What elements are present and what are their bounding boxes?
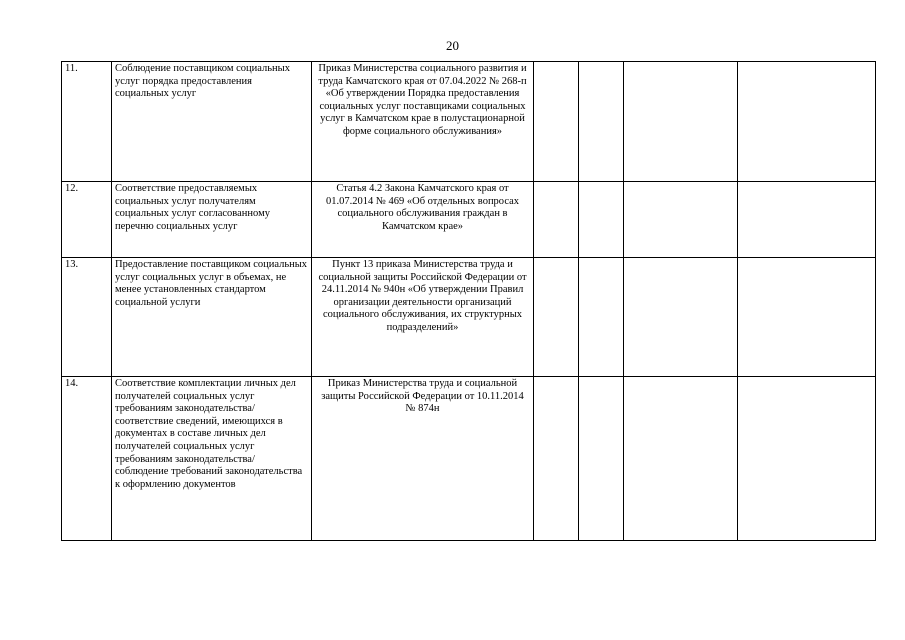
table-row (62, 62, 876, 182)
empty-cell (624, 62, 738, 182)
row-number: 12. (62, 182, 112, 258)
table-row (62, 258, 876, 377)
checklist-table (61, 61, 876, 541)
empty-cell (534, 377, 579, 541)
empty-cell (534, 62, 579, 182)
empty-cell (738, 62, 876, 182)
empty-cell (624, 258, 738, 377)
row-number: 14. (62, 377, 112, 541)
empty-cell (738, 377, 876, 541)
empty-cell (579, 182, 624, 258)
document-cell: Приказ Министерства социального развития и труда Камчатского края от 07.04.2022 № 268-п «Об утверждении Порядка предоставления социальных услуг поставщиками социальных услуг в Камчатском крае в полустационарной форме социального обслуживания» (312, 62, 534, 182)
table-row (62, 182, 876, 258)
page-number: 20 (446, 38, 459, 53)
empty-cell (579, 62, 624, 182)
requirement-cell: Соблюдение поставщиком социальных услуг порядка предоставления социальных услуг (112, 62, 312, 182)
row-number: 11. (62, 62, 112, 182)
requirement-cell: Соответствие комплектации личных дел получателей социальных услуг требованиям законодательства/соответствие сведений, имеющихся в документах в составе личных дел получателей социальных услуг требованиям законодательства/ соблюдение требований законодательства к оформлению документов (112, 377, 312, 541)
table-row (62, 377, 876, 541)
document-cell: Статья 4.2 Закона Камчатского края от 01.07.2014 № 469 «Об отдельных вопросах социального обслуживания граждан в Камчатском крае» (312, 182, 534, 258)
document-cell: Пункт 13 приказа Министерства труда и социальной защиты Российской Федерации от 24.11.2014 № 940н «Об утверждении Правил организации деятельности организаций социального обслуживания, их структурных подразделений» (312, 258, 534, 377)
empty-cell (534, 182, 579, 258)
empty-cell (579, 377, 624, 541)
requirement-cell: Предоставление поставщиком социальных услуг социальных услуг в объемах, не менее установленных стандартом социальной услуги (112, 258, 312, 377)
empty-cell (534, 258, 579, 377)
empty-cell (579, 258, 624, 377)
row-number: 13. (62, 258, 112, 377)
requirement-cell: Соответствие предоставляемых социальных услуг получателям социальных услуг согласованному перечню социальных услуг (112, 182, 312, 258)
empty-cell (624, 377, 738, 541)
empty-cell (738, 258, 876, 377)
empty-cell (738, 182, 876, 258)
empty-cell (624, 182, 738, 258)
document-cell: Приказ Министерства труда и социальной защиты Российской Федерации от 10.11.2014 № 874н (312, 377, 534, 541)
